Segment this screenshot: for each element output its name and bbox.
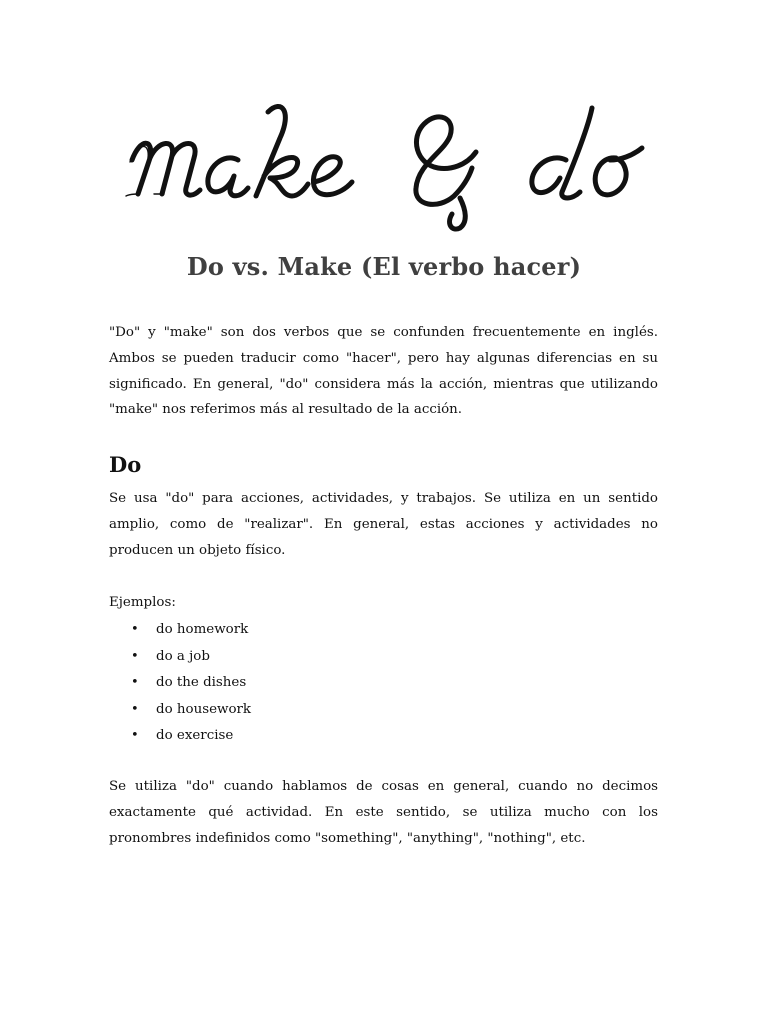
example-text: do a job [156,648,210,664]
intro-paragraph: "Do" y "make" son dos verbos que se confunden frecuentemente en inglés. Ambos se pueden traducir como "hacer", pero hay algunas diferencias en su significado. En general, "do" considera más la acción, mientras que utilizando "make" nos referimos más al resultado de la acción. [109,325,658,418]
example-text: do homework [156,622,249,637]
list-item [109,644,251,671]
bullet-icon: • [131,675,139,690]
bullet-icon: • [131,648,139,664]
general-usage-paragraph: Se utiliza "do" cuando hablamos de cosas en general, cuando no decimos exactamente qué actividad. En este sentido, se utiliza mucho con los pronombres indefinidos como "something", "anything", "nothing", etc. [109,779,658,846]
list-item [109,617,251,644]
bullet-icon: • [131,622,139,637]
list-item [109,670,251,697]
bullet-icon: • [131,701,139,717]
do-description-paragraph: Se usa "do" para acciones, actividades, y trabajos. Se utiliza en un sentido amplio, como de "realizar". En general, estas acciones y actividades no producen un objeto físico. [109,491,658,558]
list-item [109,723,251,750]
bullet-icon: • [131,728,139,743]
list-item [109,697,251,724]
example-text: do exercise [156,728,234,743]
example-text: do housework [156,701,252,717]
page-title: Do vs. Make (El verbo hacer) [186,252,582,281]
section-heading-do: Do [109,452,142,477]
examples-label: Ejemplos: [109,595,176,610]
make-and-do-logo [120,98,648,234]
example-text: do the dishes [156,675,247,690]
examples-list [109,617,251,750]
